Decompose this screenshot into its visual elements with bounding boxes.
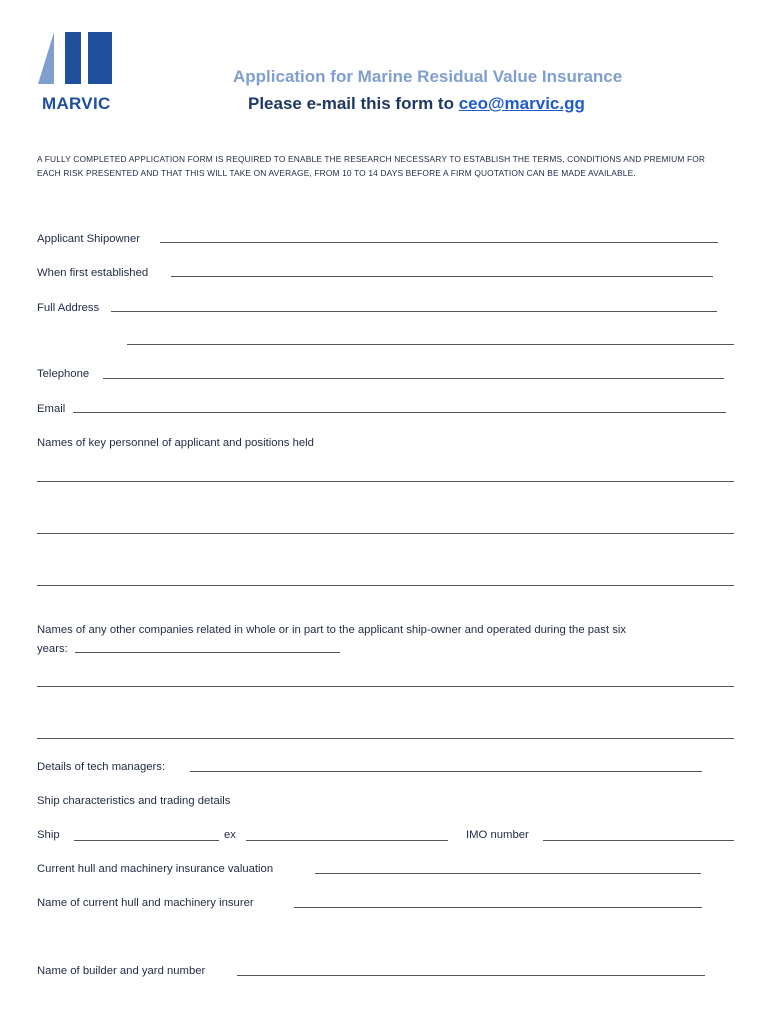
imo-number-field[interactable] (543, 840, 734, 841)
full-address-field-line1[interactable] (111, 311, 717, 312)
label-hull-valuation: Current hull and machinery insurance valuation (37, 863, 274, 875)
label-when-first-established: When first established (37, 267, 149, 279)
logo-text: MARVIC (42, 94, 111, 113)
label-imo-number: IMO number (466, 829, 529, 841)
label-hull-insurer: Name of current hull and machinery insurer (37, 897, 254, 909)
tech-managers-field[interactable] (190, 771, 702, 772)
label-ship: Ship (37, 829, 60, 841)
hull-valuation-field[interactable] (315, 873, 701, 874)
page-title: Application for Marine Residual Value Insurance (233, 67, 623, 86)
when-first-established-field[interactable] (171, 276, 713, 277)
intro-paragraph: A FULLY COMPLETED APPLICATION FORM IS REQUIRED TO ENABLE THE RESEARCH NECESSARY TO ESTABLISH THE TERMS, CONDITIONS AND PREMIUM FOR EACH RISK PRESENTED AND THAT THIS WILL TAKE ON AVERAGE, FROM 10 TO 14 DAYS BEFORE A FIRM QUOTATION CAN BE MADE AVAILABLE. (37, 154, 706, 178)
label-key-personnel: Names of key personnel of applicant and positions held (37, 437, 314, 449)
label-email: Email (37, 403, 66, 415)
ex-field[interactable] (246, 840, 448, 841)
label-applicant-shipowner: Applicant Shipowner (37, 233, 140, 245)
page-subtitle (248, 94, 585, 114)
hull-insurer-field[interactable] (294, 907, 702, 908)
key-personnel-field-line3[interactable] (37, 585, 734, 586)
label-other-companies-years: years: (37, 643, 68, 655)
ship-field[interactable] (74, 840, 219, 841)
other-companies-field-line2[interactable] (37, 738, 734, 739)
subtitle-prefix: Please e-mail this form to (248, 94, 459, 113)
label-tech-managers: Details of tech managers: (37, 761, 166, 773)
other-companies-field-line1[interactable] (37, 686, 734, 687)
label-ship-characteristics: Ship characteristics and trading details (37, 795, 231, 807)
label-builder-yard: Name of builder and yard number (37, 965, 206, 977)
label-ex: ex (224, 829, 236, 841)
telephone-field[interactable] (103, 378, 724, 379)
key-personnel-field-line1[interactable] (37, 481, 734, 482)
label-full-address: Full Address (37, 302, 100, 314)
full-address-field-line2[interactable] (127, 344, 734, 345)
email-link[interactable]: ceo@marvic.gg (458, 94, 585, 113)
builder-yard-field[interactable] (237, 975, 705, 976)
key-personnel-field-line2[interactable] (37, 533, 734, 534)
other-companies-years-field[interactable] (75, 652, 340, 653)
email-field[interactable] (73, 412, 726, 413)
applicant-shipowner-field[interactable] (160, 242, 718, 243)
label-other-companies: Names of any other companies related in whole or in part to the applicant ship-owner and operated during the past six (37, 624, 627, 636)
label-telephone: Telephone (37, 368, 90, 380)
